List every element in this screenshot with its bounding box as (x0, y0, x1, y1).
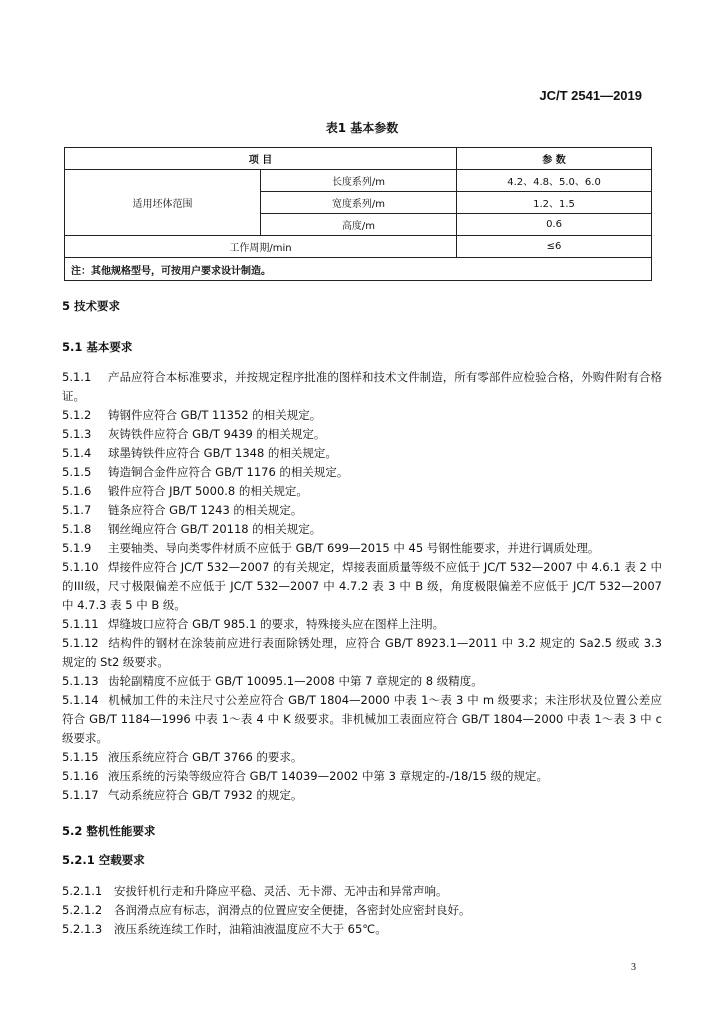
clause-text: 液压系统的污染等级应符合 GB/T 14039—2002 中第 3 章规定的-/18/15 级的规定。 (108, 769, 548, 783)
page-number: 3 (631, 962, 636, 973)
table-caption: 表1 基本参数 (325, 121, 399, 135)
clause-paragraph (62, 748, 662, 767)
clause-number: 5.1.5 (62, 465, 92, 479)
clause-paragraph (62, 558, 662, 615)
clause-number: 5.1.10 (62, 560, 99, 574)
clause-number: 5.1.11 (62, 617, 99, 631)
clause-number: 5.1.3 (62, 427, 92, 441)
table-row (65, 236, 652, 258)
clause-number: 5.1.17 (62, 788, 99, 802)
clause-number: 5.2.1.1 (62, 884, 103, 898)
clause-paragraph (62, 615, 662, 634)
clause-text: 主要轴类、导向类零件材质不应低于 GB/T 699—2015 中 45 号钢性能要求，并进行调质处理。 (108, 541, 600, 555)
clause-paragraph (62, 691, 662, 748)
clause-paragraph (62, 672, 662, 691)
row-value-cell: 4.2、4.8、5.0、6.0 (457, 170, 652, 192)
row-name-cell: 宽度系列/m (261, 192, 457, 214)
clause-paragraph (62, 425, 662, 444)
clause-number: 5.1.14 (62, 693, 99, 707)
cycle-value-cell: ≤6 (457, 236, 652, 258)
section-heading-5-2: 5.2 整机性能要求 (62, 824, 156, 838)
table-header-row (65, 148, 652, 170)
clause-paragraph (62, 920, 662, 939)
group-label-cell: 适用坯体范围 (65, 170, 261, 236)
clause-number: 5.1.7 (62, 503, 92, 517)
section-heading-5-2-1: 5.2.1 空载要求 (62, 853, 145, 867)
clause-paragraph (62, 882, 662, 901)
clause-number: 5.1.16 (62, 769, 99, 783)
col-header-item: 项 目 (65, 148, 457, 170)
clause-text: 气动系统应符合 GB/T 7932 的规定。 (108, 788, 303, 802)
clause-text: 锻件应符合 JB/T 5000.8 的相关规定。 (108, 484, 308, 498)
clause-paragraph (62, 406, 662, 425)
clause-text: 灰铸铁件应符合 GB/T 9439 的相关规定。 (108, 427, 326, 441)
clause-paragraph (62, 368, 662, 406)
table-note: 注：其他规格型号，可按用户要求设计制造。 (65, 258, 652, 281)
clause-text: 铸造铜合金件应符合 GB/T 1176 的相关规定。 (108, 465, 349, 479)
clause-text: 齿轮副精度不应低于 GB/T 10095.1—2008 中第 7 章规定的 8 级精度。 (108, 674, 483, 688)
clause-number: 5.1.6 (62, 484, 92, 498)
basic-requirements-list (62, 368, 662, 805)
clause-number: 5.2.1.2 (62, 903, 103, 917)
clause-paragraph (62, 463, 662, 482)
clause-paragraph (62, 520, 662, 539)
section-heading-5: 5 技术要求 (62, 299, 121, 313)
clause-paragraph (62, 482, 662, 501)
clause-number: 5.1.8 (62, 522, 92, 536)
clause-number: 5.1.15 (62, 750, 99, 764)
clause-text: 液压系统应符合 GB/T 3766 的要求。 (108, 750, 303, 764)
clause-number: 5.2.1.3 (62, 922, 103, 936)
clause-text: 安拔钎机行走和升降应平稳、灵活、无卡滞、无冲击和异常声响。 (114, 884, 448, 898)
clause-paragraph (62, 901, 662, 920)
cycle-label-cell: 工作周期/min (65, 236, 457, 258)
clause-paragraph (62, 767, 662, 786)
row-value-cell: 1.2、1.5 (457, 192, 652, 214)
table-note-row (65, 258, 652, 281)
clause-text: 结构件的钢材在涂装前应进行表面除锈处理，应符合 GB/T 8923.1—2011 中 3.2 规定的 Sa2.5 级或 3.3 规定的 St2 级要求。 (62, 636, 662, 669)
clause-text: 液压系统连续工作时，油箱油液温度应不大于 65℃。 (114, 922, 387, 936)
row-name-cell: 长度系列/m (261, 170, 457, 192)
clause-text: 产品应符合本标准要求，并按规定程序批准的图样和技术文件制造，所有零部件应检验合格，外购件附有合格证。 (62, 370, 662, 403)
col-header-param: 参 数 (457, 148, 652, 170)
clause-number: 5.1.4 (62, 446, 92, 460)
clause-text: 焊接件应符合 JC/T 532—2007 的有关规定，焊接表面质量等级不应低于 JC/T 532—2007 中 4.6.1 表 2 中的III级，尺寸极限偏差不应低于 JC/T 532—2007 中 4.7.2 表 3 中 B 级，角度极限偏差不应低于 JC/T 532—2007 中 4.7.3 表 5 中 B 级。 (62, 560, 662, 612)
clause-text: 链条应符合 GB/T 1243 的相关规定。 (108, 503, 303, 517)
clause-number: 5.1.1 (62, 370, 92, 384)
row-name-cell: 高度/m (261, 214, 457, 236)
row-value-cell: 0.6 (457, 214, 652, 236)
table-row (65, 170, 652, 192)
clause-text: 各润滑点应有标志，润滑点的位置应安全便捷，各密封处应密封良好。 (114, 903, 471, 917)
clause-paragraph (62, 501, 662, 520)
basic-parameters-table (64, 147, 652, 281)
clause-paragraph (62, 539, 662, 558)
clause-number: 5.1.13 (62, 674, 99, 688)
clause-paragraph (62, 634, 662, 672)
clause-text: 钢丝绳应符合 GB/T 20118 的相关规定。 (108, 522, 322, 536)
clause-paragraph (62, 786, 662, 805)
clause-text: 铸钢件应符合 GB/T 11352 的相关规定。 (108, 408, 322, 422)
no-load-requirements-list (62, 882, 662, 939)
clause-text: 球墨铸铁件应符合 GB/T 1348 的相关规定。 (108, 446, 337, 460)
clause-number: 5.1.2 (62, 408, 92, 422)
clause-number: 5.1.9 (62, 541, 92, 555)
clause-number: 5.1.12 (62, 636, 99, 650)
clause-text: 焊缝坡口应符合 GB/T 985.1 的要求，特殊接头应在图样上注明。 (108, 617, 445, 631)
standard-number: JC/T 2541—2019 (539, 88, 642, 103)
clause-text: 机械加工件的未注尺寸公差应符合 GB/T 1804—2000 中表 1～表 3 中 m 级要求；未注形状及位置公差应符合 GB/T 1184—1996 中表 1～表 4 中 K 级要求。非机械加工表面应符合 GB/T 1804—2000 中表 1～表 3 中 c 级要求。 (62, 693, 662, 745)
section-heading-5-1: 5.1 基本要求 (62, 340, 133, 354)
clause-paragraph (62, 444, 662, 463)
